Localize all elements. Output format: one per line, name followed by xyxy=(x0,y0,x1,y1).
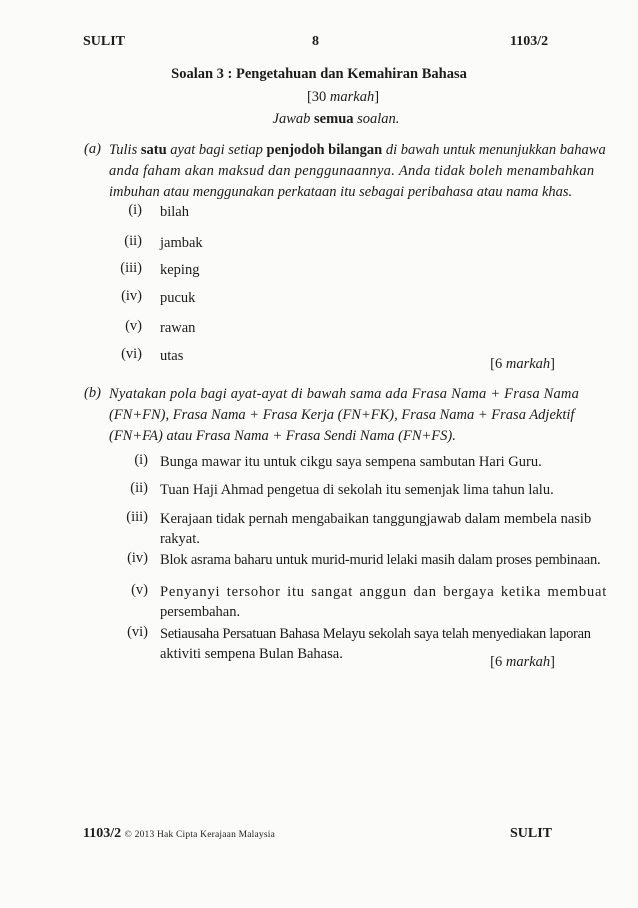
part-b-item-number: (ii) xyxy=(130,480,148,496)
header-paper-code: 1103/2 xyxy=(510,34,549,49)
part-a-item-text: rawan xyxy=(160,320,196,336)
part-b-item-text: Setiausaha Persatuan Bahasa Melayu sekolah saya telah menyediakan laporan aktiviti sempena Bulan Bahasa. xyxy=(160,626,591,662)
part-b-item-text: Tuan Haji Ahmad pengetua di sekolah itu semenjak lima tahun lalu. xyxy=(160,482,554,498)
section-total-marks: [30 markah] xyxy=(306,89,380,105)
part-b-item-text: Kerajaan tidak pernah mengabaikan tanggungjawab dalam membela nasib rakyat. xyxy=(160,511,592,547)
part-a-item-number: (vi) xyxy=(121,346,142,362)
part-a-item-text: utas xyxy=(160,348,184,364)
part-a-item-text: jambak xyxy=(160,235,203,251)
part-a-item-number: (ii) xyxy=(124,233,142,249)
part-a-item-text: keping xyxy=(160,262,200,278)
part-a-item-text: pucuk xyxy=(160,290,196,306)
section-instruction: Jawab semua soalan. xyxy=(272,111,400,127)
part-b-item-number: (v) xyxy=(131,582,148,598)
section-title: Soalan 3 : Pengetahuan dan Kemahiran Bahasa xyxy=(171,66,467,82)
part-b-item-number: (vi) xyxy=(127,624,148,640)
part-a-item-text: bilah xyxy=(160,204,189,220)
part-a-label: (a) xyxy=(84,141,101,157)
page-number: 8 xyxy=(312,34,319,49)
part-a-question: Tulis satu ayat bagi setiap penjodoh bilangan di bawah untuk menunjukkan bahawa anda faham akan maksud dan penggunaannya. Anda tidak boleh menambahkan imbuhan atau menggunakan perkataan itu sebagai peribahasa atau nama khas. xyxy=(109,142,606,200)
part-a-marks: [6 markah] xyxy=(490,356,555,372)
part-b-label: (b) xyxy=(84,385,101,401)
footer-sulit: SULIT xyxy=(510,826,553,841)
part-b-question: Nyatakan pola bagi ayat-ayat di bawah sama ada Frasa Nama + Frasa Nama (FN+FN), Frasa Nama + Frasa Kerja (FN+FK), Frasa Nama + Frasa Adjektif (FN+FA) atau Frasa Nama + Frasa Sendi Nama (FN+FS). xyxy=(109,386,580,444)
part-b-item-text: Penyanyi tersohor itu sangat anggun dan bergaya ketika membuat persembahan. xyxy=(160,584,608,620)
part-a-item-number: (i) xyxy=(128,202,142,218)
footer-paper-code: 1103/2 © 2013 Hak Cipta Kerajaan Malaysia xyxy=(83,826,276,841)
part-b-item-number: (iv) xyxy=(127,550,148,566)
part-b-marks: [6 markah] xyxy=(490,654,555,670)
part-a-item-number: (v) xyxy=(125,318,142,334)
part-b-item-number: (iii) xyxy=(126,509,148,525)
part-b-item-number: (i) xyxy=(134,452,148,468)
part-b-item-text: Bunga mawar itu untuk cikgu saya sempena sambutan Hari Guru. xyxy=(160,454,542,470)
header-sulit-left: SULIT xyxy=(83,34,126,49)
part-a-item-number: (iv) xyxy=(121,288,142,304)
part-b-item-text: Blok asrama baharu untuk murid-murid lelaki masih dalam proses pembinaan. xyxy=(160,552,601,568)
part-a-item-number: (iii) xyxy=(120,260,142,276)
